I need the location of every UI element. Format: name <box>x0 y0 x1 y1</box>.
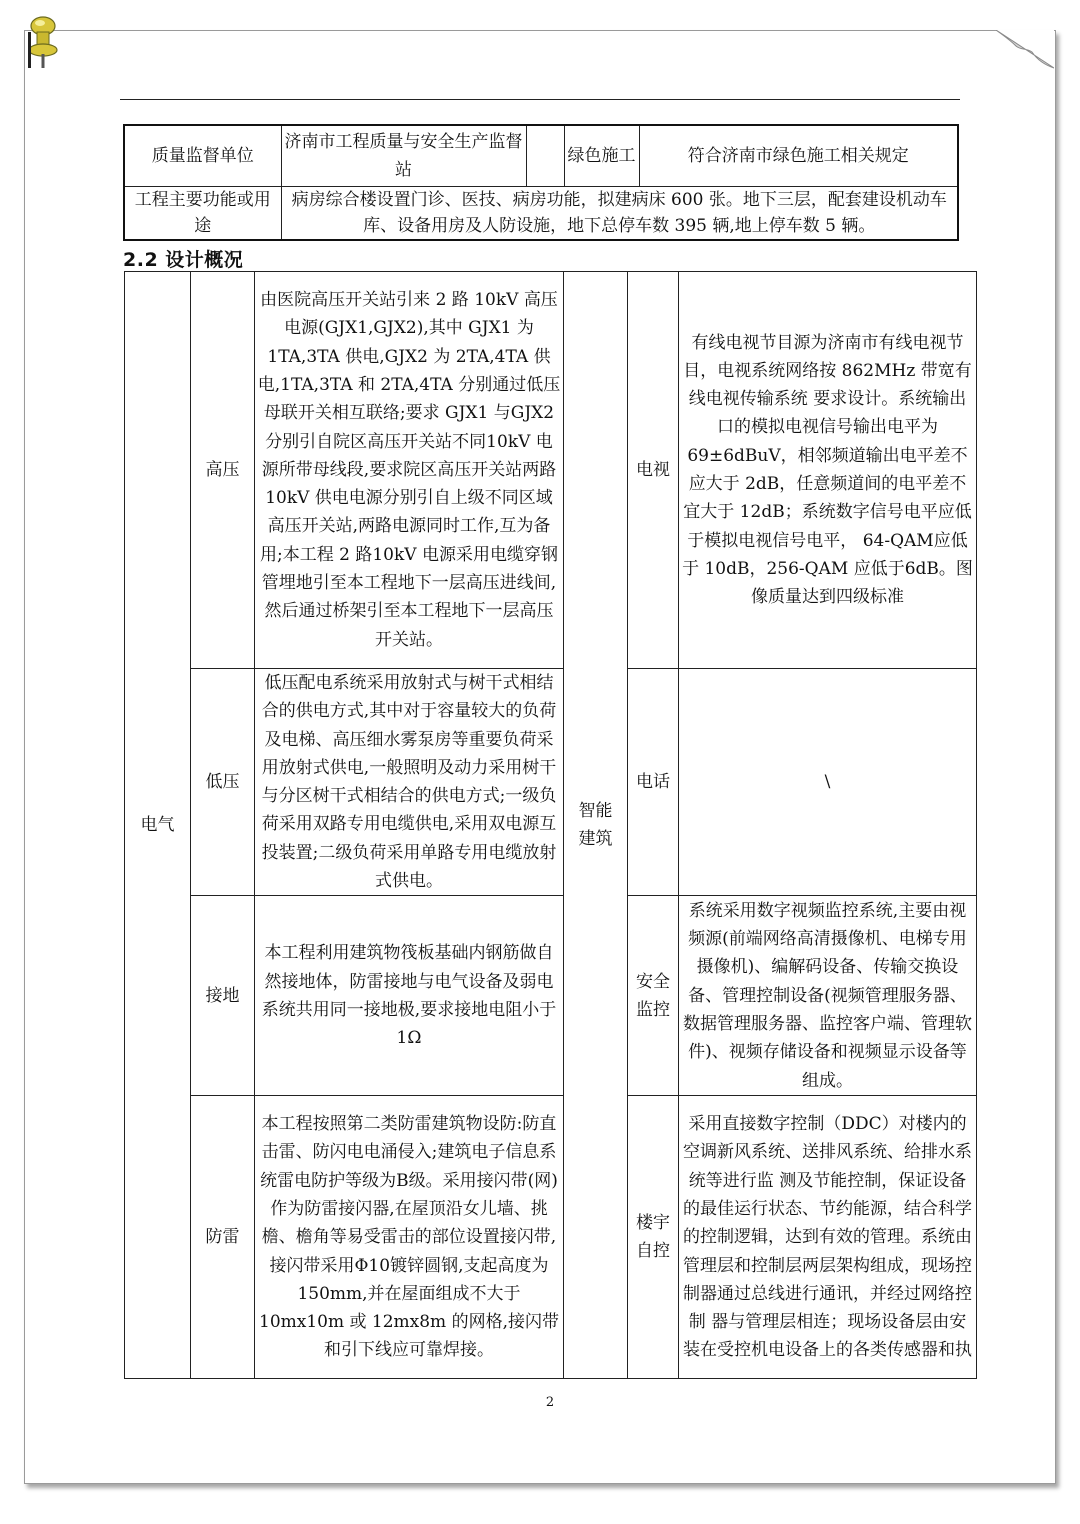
table-row <box>125 669 977 896</box>
smart-item-text: 系统采用数字视频监控系统,主要由视频源(前端网络高清摄像机、电梯专用摄像机)、编解码设备、传输交换设备、管理控制设备(视频管理服务器、数据管理服务器、监控客户端、管理软件)、视频存储设备和视频显示设备等组成。 <box>679 896 977 1096</box>
table-row <box>125 1096 977 1379</box>
table-row <box>125 272 977 669</box>
design-overview-table <box>124 271 977 1379</box>
smart-item-text: 采用直接数字控制（DDC）对楼内的空调新风系统、送排风系统、给排水系统等进行监 测及节能控制，保证设备的最佳运行状态、节约能源，结合科学的控制逻辑，达到有效的管理。系统由管理层和控制层两层架构组成，现场控制器通过总线进行通讯，并经过网络控制 器与管理层相连；现场设备层由安装在受控机电设备上的各类传感器和执 <box>679 1096 977 1379</box>
electric-item-label: 防雷 <box>191 1096 255 1379</box>
section-title: 2.2 设计概况 <box>123 249 244 271</box>
value-green-construction: 符合济南市绿色施工相关规定 <box>639 125 958 186</box>
table-row <box>124 186 958 240</box>
category-smart-building: 智能建筑 <box>564 272 628 1379</box>
electric-item-text: 本工程利用建筑物筏板基础内钢筋做自然接地体，防雷接地与电气设备及弱电系统共用同一接地极,要求接地电阻小于 1Ω <box>255 896 564 1096</box>
category-electric: 电气 <box>125 272 191 1379</box>
page-curl-icon <box>996 30 1054 70</box>
label-supervision-unit: 质量监督单位 <box>124 125 281 186</box>
smart-item-label: 安全监控 <box>628 896 679 1096</box>
smart-item-label: 楼宇自控 <box>628 1096 679 1379</box>
smart-item-label: 电话 <box>628 669 679 896</box>
value-main-function: 病房综合楼设置门诊、医技、病房功能，拟建病床 600 张。地下三层，配套建设机动车库、设备用房及人防设施，地下总停车数 395 辆,地上停车数 5 辆。 <box>281 186 958 240</box>
electric-item-label: 高压 <box>191 272 255 669</box>
smart-item-text: \ <box>679 669 977 896</box>
electric-item-text: 低压配电系统采用放射式与树干式相结合的供电方式,其中对于容量较大的负荷及电梯、高压细水雾泵房等重要负荷采用放射式供电,一般照明及动力采用树干与分区树干式相结合的供电方式;一级负荷采用双路专用电缆供电,采用双电源互投装置;二级负荷采用单路专用电缆放射式供电。 <box>255 669 564 896</box>
electric-item-label: 接地 <box>191 896 255 1096</box>
electric-item-text: 本工程按照第二类防雷建筑物设防:防直击雷、防闪电电涌侵入;建筑电子信息系统雷电防护等级为B级。采用接闪带(网)作为防雷接闪器,在屋顶沿女儿墙、挑檐、檐角等易受雷击的部位设置接闪带,接闪带采用Φ10镀锌圆钢,支起高度为 150mm,并在屋面组成不大于 10mx10m 或 12mx8m 的网格,接闪带和引下线应可靠焊接。 <box>255 1096 564 1379</box>
page-number: 2 <box>545 1395 555 1410</box>
electric-item-text: 由医院高压开关站引来 2 路 10kV 高压电源(GJX1,GJX2),其中 GJX1 为1TA,3TA 供电,GJX2 为 2TA,4TA 供电,1TA,3TA 和 2TA,4TA 分别通过低压母联开关相互联络;要求 GJX1 与GJX2 分别引自院区高压开关站不同10kV 电源所带母线段,要求院区高压开关站两路 10kV 供电电源分别引自上级不同区域高压开关站,两路电源同时工作,互为备用;本工程 2 路10kV 电源采用电缆穿钢管埋地引至本工程地下一层高压进线间,然后通过桥架引至本工程地下一层高压开关站。 <box>255 272 564 669</box>
project-info-table <box>123 124 959 241</box>
value-supervision-unit: 济南市工程质量与安全生产监督站 <box>281 125 526 186</box>
smart-item-text: 有线电视节目源为济南市有线电视节目，电视系统网络按 862MHz 带宽有线电视传输系统 要求设计。系统输出口的模拟电视信号输出电平为69±6dBuV，相邻频道输出电平差不应大于 2dB，任意频道间的电平差不宜大于 12dB；系统数字信号电平应低于模拟电视信号电平， 64-QAM应低于 10dB，256-QAM 应低于6dB。图像质量达到四级标准 <box>679 272 977 669</box>
label-green-construction: 绿色施工 <box>564 125 639 186</box>
smart-item-label: 电视 <box>628 272 679 669</box>
table-row <box>124 125 958 186</box>
label-main-function: 工程主要功能或用途 <box>124 186 281 240</box>
empty-cell <box>526 125 564 186</box>
pushpin-icon <box>26 14 60 70</box>
header-rule <box>120 99 960 100</box>
electric-item-label: 低压 <box>191 669 255 896</box>
table-row <box>125 896 977 1096</box>
